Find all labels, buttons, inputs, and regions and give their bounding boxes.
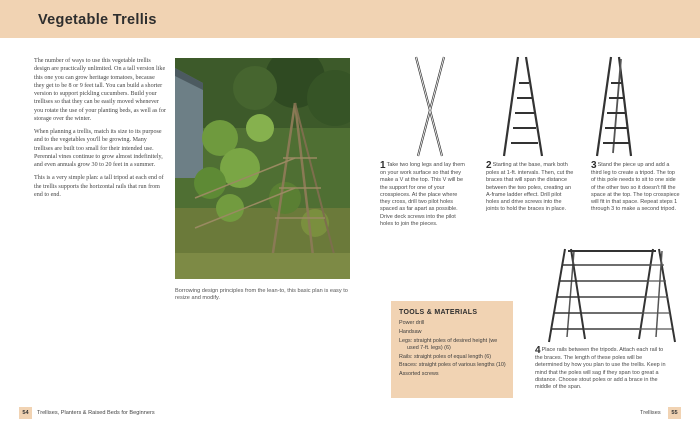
photo-caption: Borrowing design principles from the lean-to, this basic plan is easy to resize and modify. xyxy=(175,288,348,302)
page-header xyxy=(0,0,700,38)
tools-title: TOOLS & MATERIALS xyxy=(399,309,478,316)
step-2-diagram xyxy=(500,55,546,163)
intro-text xyxy=(34,57,166,204)
tools-list-item: Assorted screws xyxy=(399,371,439,378)
tools-list-item: Power drill xyxy=(399,320,425,326)
step-description: Take two long legs and lay them on your work surface so that they make a V at the top. This V will be the support for one of your crosspieces. At the place where they cross, drill two pilot holes spaced as far apart as possible. Drive deck screws into the pilot holes to join the pieces. xyxy=(380,162,465,228)
step-description: Stand the piece up and add a third leg to create a tripod. The top of this pole needs to sit to one side of the other two so it doesn't fill the space at the top. The top crosspiece will fit in that space. Repeat steps 1 through 3 to make a second tripod. xyxy=(591,162,680,213)
step-4-text xyxy=(535,347,667,391)
right-footer-title: Trellises xyxy=(640,410,661,416)
tools-list-item: Handsaw xyxy=(399,328,422,335)
step-4-diagram xyxy=(541,243,683,350)
step-number: 4 xyxy=(535,345,541,356)
step-1-diagram xyxy=(408,55,453,163)
tools-list-item: Braces: straight poles of various lengths (10) xyxy=(399,362,506,369)
step-2-text xyxy=(486,162,574,214)
intro-paragraph: When planning a trellis, match its size to its purpose and to the vegetables you'll be growing. Many trellises are built too small for their intended use. Perennial vines continue to grow almost indefinitely, and even annuals grow 30 to 20 feet in a summer. xyxy=(34,129,163,168)
step-3-text xyxy=(591,162,681,214)
step-description: Starting at the base, mark both poles at 1-ft. intervals. Then, cut the braces that will span the distance between the two poles, creating an A-frame ladder effect. Drill pilot holes and drive screws into the joints to hold the braces in place. xyxy=(486,162,574,213)
tools-materials-box xyxy=(391,301,513,398)
step-number: 1 xyxy=(380,160,386,171)
step-3-diagram xyxy=(591,55,637,163)
tools-list-item: Legs: straight poles of desired height (we used 7-ft. legs) (6) xyxy=(399,337,498,351)
step-number: 3 xyxy=(591,160,597,171)
tools-list xyxy=(399,320,509,380)
step-description: Place rails between the tripods. Attach each rail to the braces. The length of these poles will be determined by how you plan to use the trellis. Keep in mind that the poles will sag if they span too great a distance. Choose stout poles or add a brace in the middle of the span. xyxy=(535,347,666,391)
left-page-number: 54 xyxy=(19,407,32,419)
intro-paragraph: This is a very simple plan: a tall tripod at each end of the trellis supports the horizontal rails that run from end to end. xyxy=(34,175,164,198)
left-footer-title: Trellises, Planters & Raised Beds for Beginners xyxy=(37,410,155,416)
step-1-text xyxy=(380,162,468,228)
tools-list-item: Rails: straight poles of equal length (6) xyxy=(399,353,491,360)
right-page-number: 55 xyxy=(668,407,681,419)
step-number: 2 xyxy=(486,160,492,171)
page-title: Vegetable Trellis xyxy=(38,12,157,28)
intro-paragraph: The number of ways to use this vegetable trellis design are practically unlimited. On a tall version like this one you can grow heritage tomatoes, because they get to be 8 or 9 feet tall. You can build a shorter version to support pickling cucumbers. Build your trellises so that they can be easily moved whenever you rotate the use of your planting beds, as well as for storage over the winter. xyxy=(34,58,166,122)
trellis-photo xyxy=(175,58,350,279)
